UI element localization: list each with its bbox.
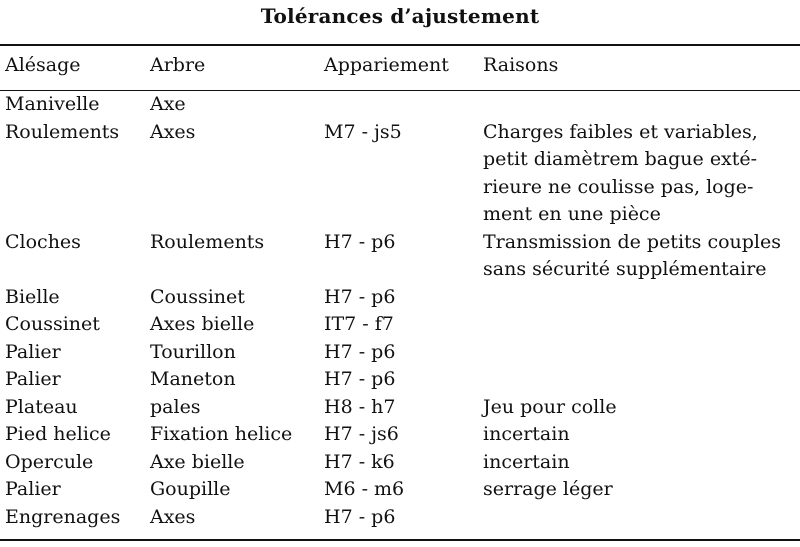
cell-alesage: Manivelle — [5, 93, 100, 115]
cell-raisons — [483, 476, 800, 504]
cell-alesage: Bielle — [5, 285, 60, 308]
cell-alesage: Pied helice — [5, 423, 111, 445]
cell-appariement: H7 - p6 — [324, 340, 396, 363]
cell-alesage: Roulements — [5, 120, 120, 143]
cell-alesage: Opercule — [5, 450, 94, 473]
raisons-line: sans sécurité supplémentaire — [483, 258, 767, 280]
cell-arbre: Tourillon — [150, 340, 236, 363]
cell-alesage: Coussinet — [5, 313, 100, 335]
cell-appariement: M6 - m6 — [324, 478, 405, 500]
raisons-line: incertain — [483, 450, 570, 473]
cell-alesage: Cloches — [5, 230, 81, 253]
cell-arbre: Axes — [150, 120, 196, 143]
cell-alesage: Palier — [5, 478, 61, 500]
cell-appariement: H7 - js6 — [324, 423, 399, 445]
header-rule — [0, 90, 800, 91]
raisons-line: ment en une pièce — [483, 203, 661, 225]
cell-appariement: H7 - p6 — [324, 230, 396, 253]
bottom-rule — [0, 539, 800, 541]
cell-arbre: pales — [150, 395, 201, 418]
cell-arbre: Maneton — [150, 368, 236, 390]
cell-raisons — [483, 229, 800, 284]
cell-appariement: H7 - p6 — [324, 368, 396, 390]
cell-arbre: Axes bielle — [150, 313, 255, 335]
cell-arbre: Axes — [150, 505, 196, 528]
cell-alesage: Engrenages — [5, 505, 121, 528]
cell-appariement: H7 - p6 — [324, 285, 396, 308]
cell-arbre: Axe — [150, 93, 186, 115]
cell-appariement: M7 - js5 — [324, 120, 402, 143]
raisons-line: Transmission de petits couples — [483, 230, 781, 253]
cell-arbre: Goupille — [150, 478, 231, 500]
cell-arbre: Axe bielle — [150, 450, 245, 473]
cell-raisons — [483, 394, 800, 422]
cell-appariement: H7 - p6 — [324, 505, 396, 528]
header-raisons: Raisons — [483, 54, 559, 76]
cell-raisons — [483, 421, 800, 449]
cell-appariement: H8 - h7 — [324, 395, 396, 418]
cell-alesage: Palier — [5, 340, 61, 363]
raisons-line: petit diamètrem bague exté- — [483, 148, 758, 170]
header-alesage: Alésage — [5, 54, 81, 76]
top-rule — [0, 44, 800, 46]
cell-alesage: Palier — [5, 368, 61, 390]
cell-arbre: Fixation helice — [150, 423, 293, 445]
header-arbre: Arbre — [150, 54, 206, 76]
cell-alesage: Plateau — [5, 395, 78, 418]
cell-arbre: Coussinet — [150, 285, 245, 308]
cell-appariement: IT7 - f7 — [324, 313, 394, 335]
cell-raisons — [483, 119, 800, 229]
raisons-line: incertain — [483, 423, 570, 445]
cell-arbre: Roulements — [150, 230, 265, 253]
raisons-line: Jeu pour colle — [483, 395, 617, 418]
cell-appariement: H7 - k6 — [324, 450, 395, 473]
raisons-line: rieure ne coulisse pas, loge- — [483, 175, 754, 198]
header-appariement: Appariement — [324, 54, 449, 76]
cell-raisons — [483, 449, 800, 477]
table-title: Tolérances d’ajustement — [260, 4, 540, 28]
raisons-line: Charges faibles et variables, — [483, 120, 758, 143]
raisons-line: serrage léger — [483, 478, 613, 500]
